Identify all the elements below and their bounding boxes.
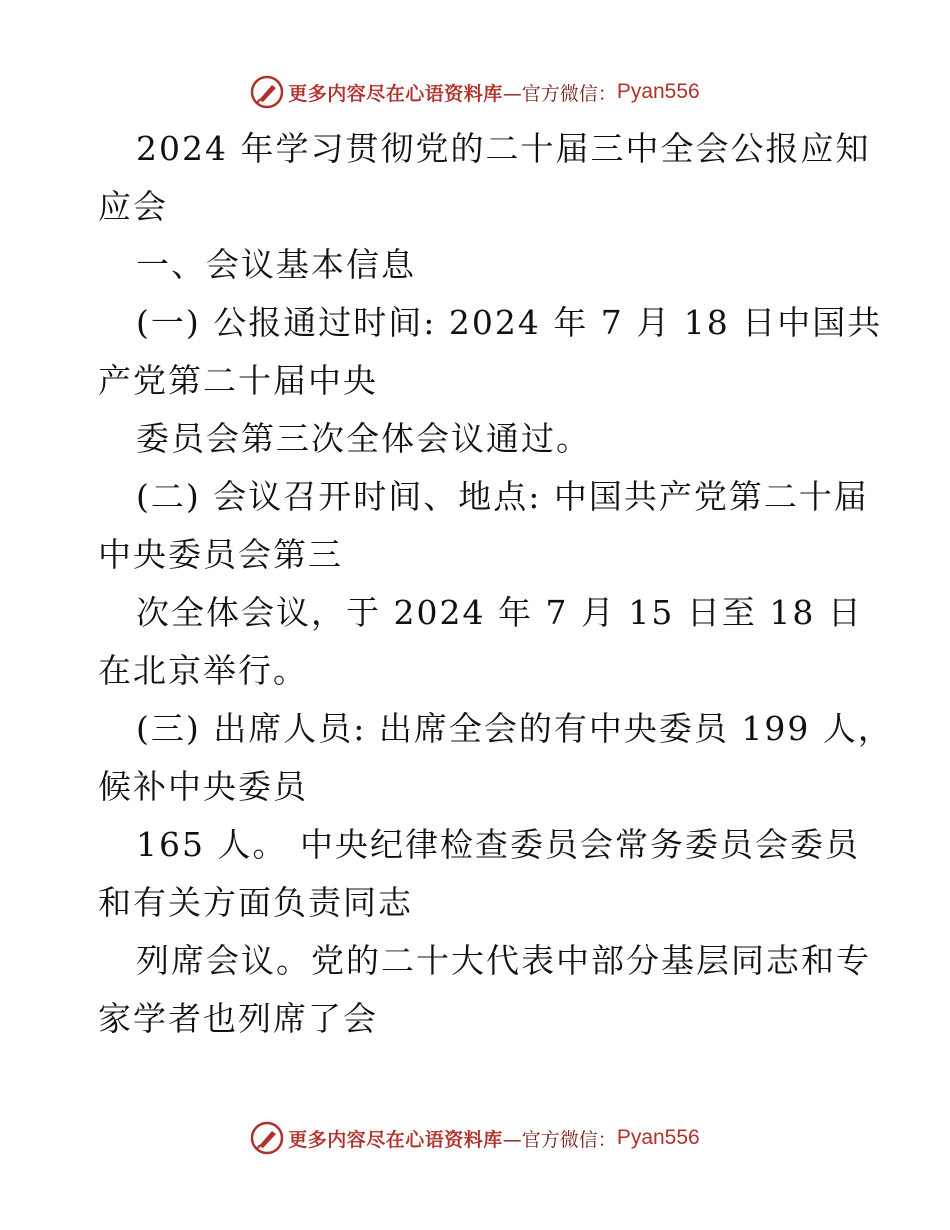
paragraph-line: 在北京举行。	[98, 651, 308, 690]
quill-pen-logo-icon	[250, 1121, 284, 1155]
paragraph-line: 列席会议。党的二十大代表中部分基层同志和专	[136, 941, 871, 980]
paragraph-line: 产党第二十届中央	[98, 361, 378, 400]
paragraph-line: 和有关方面负责同志	[98, 883, 413, 922]
paragraph-line: (二) 会议召开时间、地点: 中国共产党第二十届	[136, 477, 869, 516]
paragraph-line: (三) 出席人员: 出席全会的有中央委员 199 人，	[136, 709, 893, 748]
banner-wechat-label: —官方微信：	[502, 82, 617, 105]
paragraph-line: 委员会第三次全体会议通过。	[136, 419, 591, 458]
banner-site-text: 更多内容尽在心语资料库	[288, 1128, 503, 1151]
document-body	[98, 120, 893, 1048]
paragraph-line: (一) 公报通过时间: 2024 年 7 月 18 日中国共	[136, 303, 883, 342]
paragraph-line: 家学者也列席了会	[98, 999, 378, 1038]
footer-watermark-banner	[0, 1116, 950, 1160]
banner-wechat-label: —官方微信：	[502, 1128, 617, 1151]
section-heading: 一、会议基本信息	[136, 245, 416, 284]
banner-wechat-id: Pyan556	[616, 1126, 700, 1149]
header-watermark-banner	[0, 70, 950, 114]
paragraph-line: 次全体会议，于 2024 年 7 月 15 日至 18 日	[136, 593, 863, 632]
paragraph-line: 候补中央委员	[98, 767, 308, 806]
doc-title-line-1: 2024 年学习贯彻党的二十届三中全会公报应知	[136, 129, 871, 168]
paragraph-line: 165 人。 中央纪律检查委员会常务委员会委员	[136, 825, 860, 864]
doc-title-line-2: 应会	[98, 187, 168, 226]
quill-pen-logo-icon	[250, 75, 284, 109]
banner-site-text: 更多内容尽在心语资料库	[288, 82, 503, 105]
banner-wechat-id: Pyan556	[616, 80, 700, 103]
paragraph-line: 中央委员会第三	[98, 535, 343, 574]
